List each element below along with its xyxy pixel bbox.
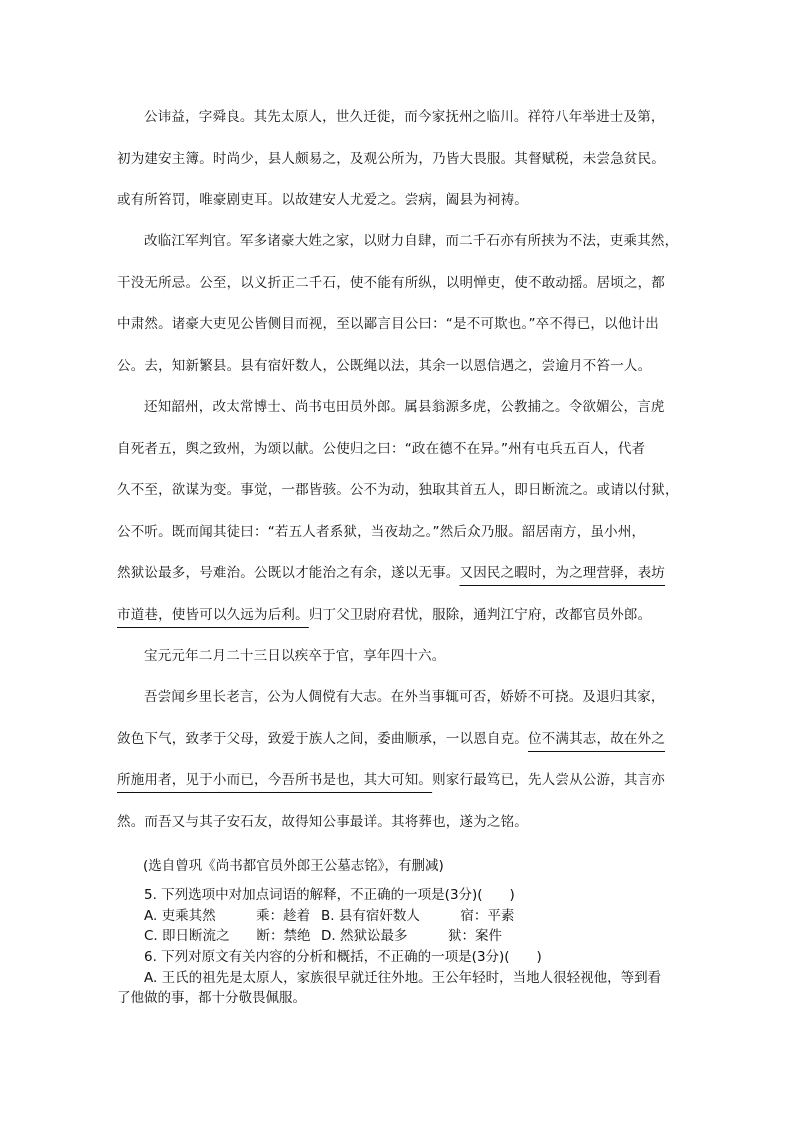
- text-segment: 归丁父卫尉府君忧，服除，通判江宁府，改都官员外郎。: [308, 606, 652, 623]
- question-5: [117, 885, 677, 947]
- text-line: 还知韶州，改太常博士、尚书屯田员外郎。属县翁源多虎，公教捕之。令欲媚公，言虎: [144, 399, 665, 415]
- text-line: [117, 760, 677, 802]
- passage-paragraph-3: [117, 387, 677, 637]
- text-line: 或有所笞罚，唯豪剧吏耳。以故建安人尤爱之。尝病，阖县为祠祷。: [117, 192, 528, 209]
- text-segment: 敛色下气，致孝于父母，致爱于族人之间，委曲顺承，一以恩自克。: [117, 730, 528, 747]
- underlined-sentence: 所施用者，见于小而已，今吾所书是也，其大可知。: [117, 772, 433, 789]
- underlined-sentence: 位不满其志，故在外之: [528, 730, 665, 747]
- text-line: 吾尝闻乡里长老言，公为人倜傥有大志。在外当事辄可否，娇娇不可挠。及退归其家，: [144, 689, 665, 705]
- underlined-sentence: 市道巷，使皆可以久远为后利。: [117, 606, 309, 623]
- option-a-line: 了他做的事，都十分敬畏佩服。: [117, 990, 306, 1006]
- option-c: C. 即日断流之 断：禁绝: [144, 928, 311, 944]
- option-row: [117, 906, 677, 927]
- text-line: 自死者五，舆之致州，为颂以献。公使归之曰：“政在德不在异。”州有屯兵五百人，代者: [117, 440, 646, 457]
- text-segment: 然狱讼最多，号难治。公既以才能治之有余，遂以无事。: [117, 565, 460, 582]
- text-line: 宝元元年二月二十三日以疾卒于官，享年四十六。: [144, 648, 446, 664]
- option-a-line: A. 王氏的祖先是太原人，家族很早就迁往外地。王公年轻时，当地人很轻视他，等到看: [144, 969, 662, 986]
- option-a: A. 吏乘其然 乘：趁着: [144, 907, 311, 924]
- text-line: 中肃然。诸豪大吏见公皆侧目而视，至以鄙言目公曰：“是不可欺也。”卒不得已，以他计出: [117, 316, 659, 333]
- option-b: B. 县有宿奸数人 宿：平素: [321, 907, 515, 924]
- source-citation: (选自曾巩《尚书都官员外郎王公墓志铭》，有删减): [143, 858, 444, 874]
- text-line: [117, 719, 677, 761]
- passage-paragraph-1: [117, 97, 677, 222]
- text-segment: 则家行最笃已，先人尝从公游，其言亦: [432, 772, 666, 789]
- text-line: 干没无所忌。公至，以义折正二千石，使不能有所纵，以明惮吏，使不敢动摇。居顷之，都: [117, 274, 665, 291]
- underlined-sentence: 又因民之暇时，为之理营驿，表坊: [459, 565, 665, 582]
- text-line: [117, 595, 677, 637]
- option-row: [117, 926, 677, 947]
- text-line: [117, 553, 677, 595]
- text-line: 公讳益，字舜良。其先太原人，世久迁徙，而今家抚州之临川。祥符八年举进士及第，: [144, 109, 665, 125]
- passage-paragraph-4: [117, 636, 677, 678]
- question-6: [117, 947, 677, 1009]
- question-stem: 6. 下列对原文有关内容的分析和概括，不正确的一项是(3分)( ): [144, 949, 542, 965]
- text-line: 久不至，欲谋为变。事觉，一郡皆骇。公不为动，独取其首五人，即日断流之。或请以付狱，: [117, 482, 679, 499]
- passage-paragraph-5: [117, 677, 677, 843]
- text-line: 改临江军判官。军多诸豪大姓之家，以财力自肆，而二千石亦有所挟为不法，吏乘其然，: [144, 233, 679, 249]
- option-d: D. 然狱讼最多 狱：案件: [321, 928, 502, 944]
- passage-paragraph-2: [117, 221, 677, 387]
- text-line: 初为建安主簿。时尚少，县人颇易之，及观公所为，乃皆大畏服。其督赋税，未尝急贫民。: [117, 150, 665, 167]
- question-stem: 5. 下列选项中对加点词语的解释，不正确的一项是(3分)( ): [144, 887, 515, 903]
- text-line: 公。去，知新繁县。县有宿奸数人，公既绳以法，其余一以恩信遇之，尝逾月不笞一人。: [117, 357, 652, 374]
- text-line: 公不听。既而闻其徒曰：“若五人者系狱，当夜劫之。”然后众乃服。韶居南方，虽小州，: [117, 523, 646, 540]
- text-line: 然。而吾又与其子安石友，故得知公事最详。其将葬也，遂为之铭。: [117, 813, 528, 830]
